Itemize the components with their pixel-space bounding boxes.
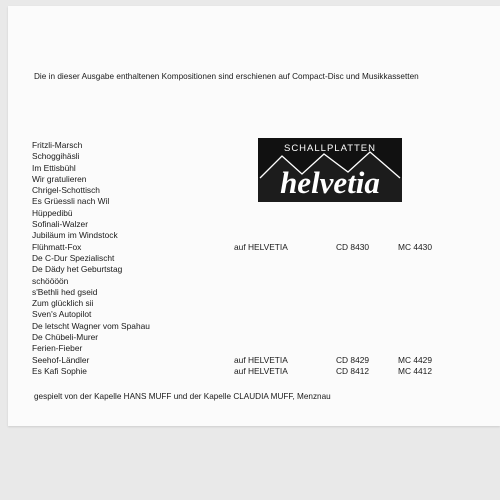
composition-row (32, 230, 150, 241)
composition-title: Im Ettisbühl (32, 162, 76, 173)
composition-title: Flühmatt-Fox (32, 241, 82, 252)
composition-title: De Dädy het Geburtstag (32, 264, 123, 275)
composition-title: De Chübeli-Murer (32, 332, 99, 343)
composition-title: Es Kafi Sophie (32, 365, 87, 376)
composition-title: Wir gratulieren (32, 173, 87, 184)
composition-title: De letscht Wagner vom Spahau (32, 320, 150, 331)
composition-title: Hüppedibü (32, 207, 73, 218)
composition-row (32, 309, 150, 320)
cd-number: CD 8430 (336, 241, 370, 252)
logo-top-text: SCHALLPLATTEN (283, 143, 377, 154)
mc-number: MC 4412 (398, 365, 432, 376)
composition-row (32, 332, 150, 343)
composition-title: Sofinali-Walzer (32, 219, 89, 230)
composition-row (32, 298, 150, 309)
composition-title: Jubiläum im Windstock (32, 230, 118, 241)
cd-number: CD 8429 (336, 354, 370, 365)
composition-title: Sven's Autopilot (32, 309, 92, 320)
composition-row (32, 365, 432, 377)
composition-title: Chrigel-Schottisch (32, 185, 100, 196)
composition-row (32, 241, 432, 253)
composition-row (32, 140, 150, 151)
release-label: auf HELVETIA (234, 354, 288, 365)
composition-title: Fritzli-Marsch (32, 140, 83, 150)
composition-title: Ferien-Fieber (32, 343, 83, 354)
footer-credits: gespielt von der Kapelle HANS MUFF und der Kapelle CLAUDIA MUFF, Menznau (34, 392, 331, 401)
composition-title: Zum glücklich sii (32, 298, 94, 309)
composition-row (32, 253, 150, 264)
composition-title: s'Bethli hed gseid (32, 286, 98, 297)
release-label: auf HELVETIA (234, 241, 288, 252)
composition-title: schöööön (32, 275, 69, 286)
release-label: auf HELVETIA (234, 365, 288, 376)
mc-number: MC 4430 (398, 241, 432, 252)
composition-row (32, 174, 150, 185)
composition-row (32, 354, 432, 366)
logo-brand: helvetia (280, 165, 380, 200)
composition-row (32, 276, 150, 287)
composition-title: De C-Dur Spezialischt (32, 252, 115, 263)
composition-row (32, 196, 150, 207)
composition-row (32, 219, 150, 230)
composition-row (32, 163, 150, 174)
intro-text: Die in dieser Ausgabe enthaltenen Kompositionen sind erschienen auf Compact-Disc und Musikkassetten (34, 72, 419, 81)
composition-row (32, 208, 150, 219)
composition-row (32, 264, 150, 275)
composition-row (32, 185, 150, 196)
composition-title: Schoggihäsli (32, 151, 80, 162)
composition-row (32, 321, 150, 332)
mc-number: MC 4429 (398, 354, 432, 365)
composition-title: Es Grüessli nach Wil (32, 196, 110, 207)
cd-number: CD 8412 (336, 365, 370, 376)
composition-row (32, 287, 150, 298)
composition-title: Seehof-Ländler (32, 354, 90, 365)
composition-row (32, 151, 150, 162)
helvetia-logo (258, 138, 402, 202)
composition-row (32, 343, 150, 354)
